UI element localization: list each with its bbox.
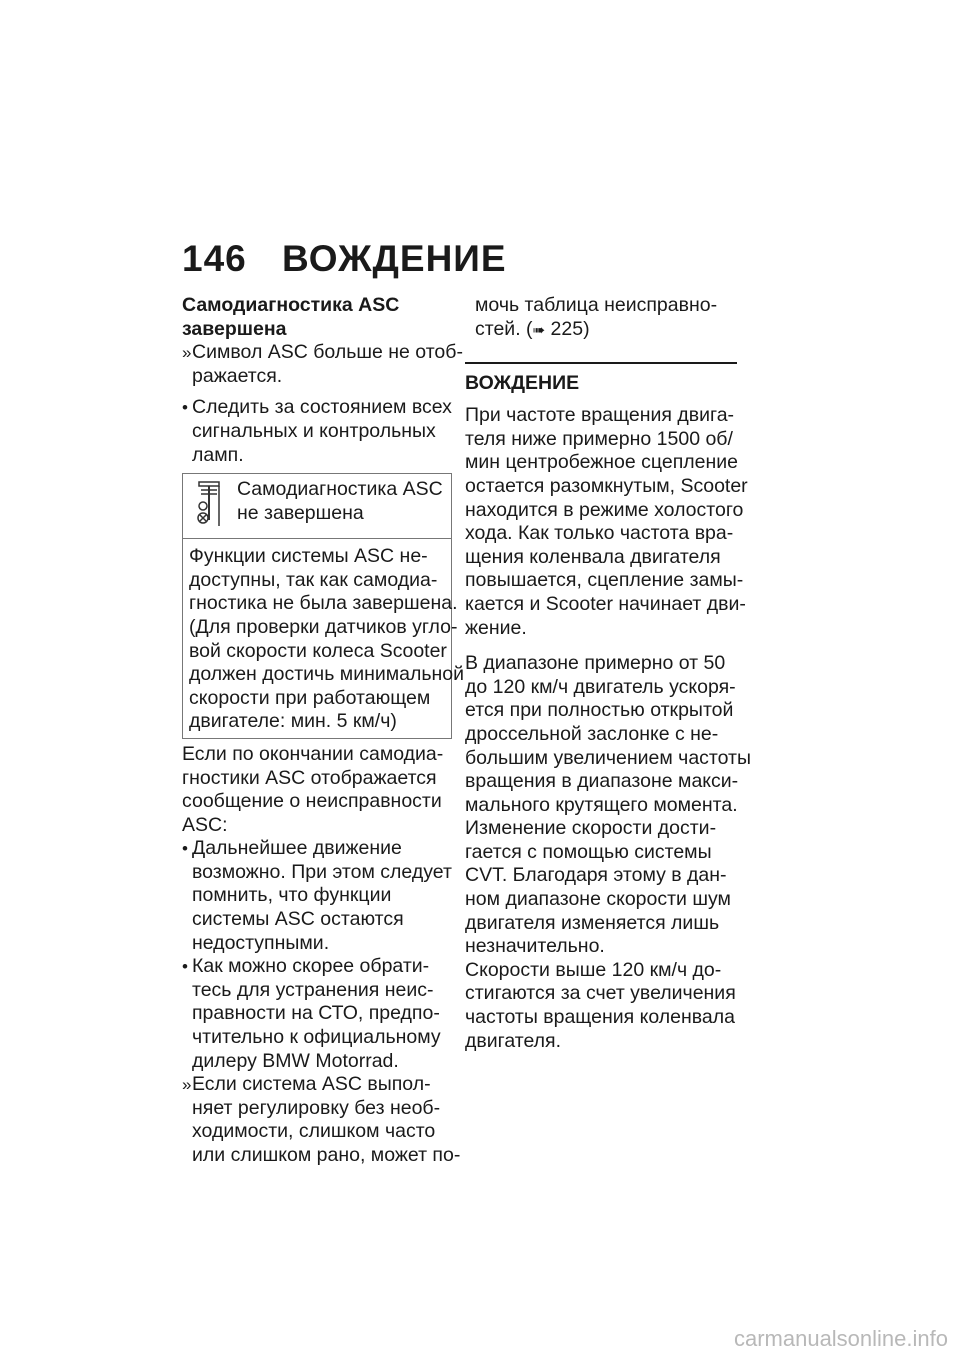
text-line: стей. (➠ 225) [475, 317, 590, 340]
paragraph [182, 743, 452, 837]
text-line: кается и Scooter начинает дви- [465, 592, 746, 615]
notice-title-line: не завершена [237, 501, 364, 524]
text-line: ASC: [182, 813, 228, 836]
text-line: жение. [465, 616, 527, 639]
text-line: ется при полностью открытой [465, 699, 734, 722]
notice-line: Функции системы ASC не- [189, 545, 428, 568]
text-line: находится в режиме холостого [465, 498, 744, 521]
text-line: Изменение скорости дости- [465, 817, 717, 840]
text-line: хода. Как только частота вра- [465, 522, 734, 545]
text-line: недоступными. [192, 931, 330, 954]
notice-line: вой скорости колеса Scooter [189, 639, 447, 662]
bullet-marker: • [182, 957, 188, 977]
heading-line: завершена [182, 317, 287, 340]
right-column [465, 294, 752, 1053]
paragraph [465, 959, 737, 1053]
page-number: 146 [182, 238, 247, 279]
notice-body [183, 539, 465, 738]
text-line: дроссельной заслонке с не- [465, 722, 719, 745]
result-marker: » [182, 1075, 192, 1095]
notice-line: скорости при работающем [189, 686, 431, 709]
text-line: двигателя изменяется лишь [465, 911, 720, 934]
text-line: возможно. При этом следует [192, 860, 452, 883]
notice-title [237, 478, 443, 525]
chapter-title: ВОЖДЕНИЕ [282, 238, 507, 279]
bullet-marker: • [182, 839, 188, 859]
text-line: помнить, что функции [192, 884, 392, 907]
text-line: В диапазоне примерно от 50 [465, 652, 726, 675]
diagnostic-warning-icon [191, 480, 229, 528]
notice-line: (Для проверки датчиков угло- [189, 615, 458, 638]
text-line: Если система ASC выпол- [192, 1073, 431, 1096]
result-marker: » [182, 343, 192, 363]
notice-line: гностика не была завершена. [189, 592, 458, 615]
notice-line: доступны, так как самодиа- [189, 568, 438, 591]
heading-line: Самодиагностика ASC [182, 294, 400, 316]
notice-box [182, 473, 465, 739]
text-line: или слишком рано, может по- [192, 1144, 461, 1166]
result-item [182, 1073, 461, 1167]
text-line: чтительно к официальному [192, 1026, 441, 1049]
notice-line: должен достичь минимальной [189, 663, 465, 686]
text-line: стигаются за счет увеличения [465, 982, 736, 1005]
paragraph [465, 404, 748, 640]
page-reference-number[interactable]: 225 [550, 317, 584, 340]
notice-title-line: Самодиагностика ASC [237, 478, 443, 501]
paragraph [465, 652, 752, 959]
text-fragment: стей. [475, 317, 521, 340]
text-line: теля ниже примерно 1500 об/ [465, 427, 733, 450]
text-line: CVT. Благодаря этому в дан- [465, 864, 727, 887]
page-reference-arrow-icon: ➠ [532, 320, 546, 339]
text-line: дилеру BMW Motorrad. [192, 1049, 399, 1072]
section-heading [182, 294, 452, 341]
section-divider [465, 362, 737, 364]
text-line: Следить за состоянием всех [192, 396, 452, 419]
text-line: повышается, сцепление замы- [465, 569, 744, 592]
text-line: Как можно скорее обрати- [192, 955, 430, 978]
text-line: ном диапазоне скорости шум [465, 888, 731, 911]
text-line: мального крутящего момента. [465, 793, 738, 816]
watermark: carmanualsonline.info [733, 1326, 948, 1351]
section-title: ВОЖДЕНИЕ [465, 372, 580, 395]
text-line: ламп. [192, 443, 244, 466]
text-line: ражается. [192, 364, 283, 387]
bullet-item [182, 955, 452, 1073]
text-line: остается разомкнутым, Scooter [465, 474, 748, 497]
text-line: Скорости выше 120 км/ч до- [465, 958, 722, 981]
text-line: системы ASC остаются [192, 908, 404, 931]
result-item [182, 341, 463, 388]
left-column [182, 294, 465, 1168]
text-line: вращения в диапазоне макси- [465, 770, 739, 793]
text-line: ходимости, слишком часто [192, 1120, 436, 1143]
text-line: щения коленвала двигателя [465, 545, 721, 568]
text-line: гается с помощью системы [465, 840, 712, 863]
continued-text [465, 294, 737, 342]
notice-header [183, 474, 451, 539]
text-line: двигателя. [465, 1029, 561, 1052]
bullet-item [182, 396, 452, 467]
text-line: Символ ASC больше не отоб- [192, 341, 463, 364]
text-line: мочь таблица неисправно- [475, 294, 718, 316]
text-line: частоты вращения коленвала [465, 1006, 735, 1029]
text-line: правности на СТО, предпо- [192, 1002, 440, 1025]
bullet-marker: • [182, 398, 188, 418]
text-line: няет регулировку без необ- [192, 1096, 441, 1119]
text-line: тесь для устранения неис- [192, 978, 434, 1001]
notice-line: двигателе: мин. 5 км/ч) [189, 710, 397, 733]
text-line: Если по окончании самодиа- [182, 742, 444, 765]
bullet-item [182, 837, 452, 955]
text-line: При частоте вращения двига- [465, 404, 735, 427]
text-line: сообщение о неисправности [182, 790, 442, 813]
text-line: большим увеличением частоты [465, 746, 752, 769]
text-line: незначительно. [465, 935, 605, 958]
text-line: сигнальных и контрольных [192, 419, 436, 442]
text-line: мин центробежное сцепление [465, 451, 738, 474]
text-line: гностики ASC отображается [182, 766, 437, 789]
text-line: до 120 км/ч двигатель ускоря- [465, 675, 736, 698]
text-line: Дальнейшее движение [192, 837, 402, 860]
